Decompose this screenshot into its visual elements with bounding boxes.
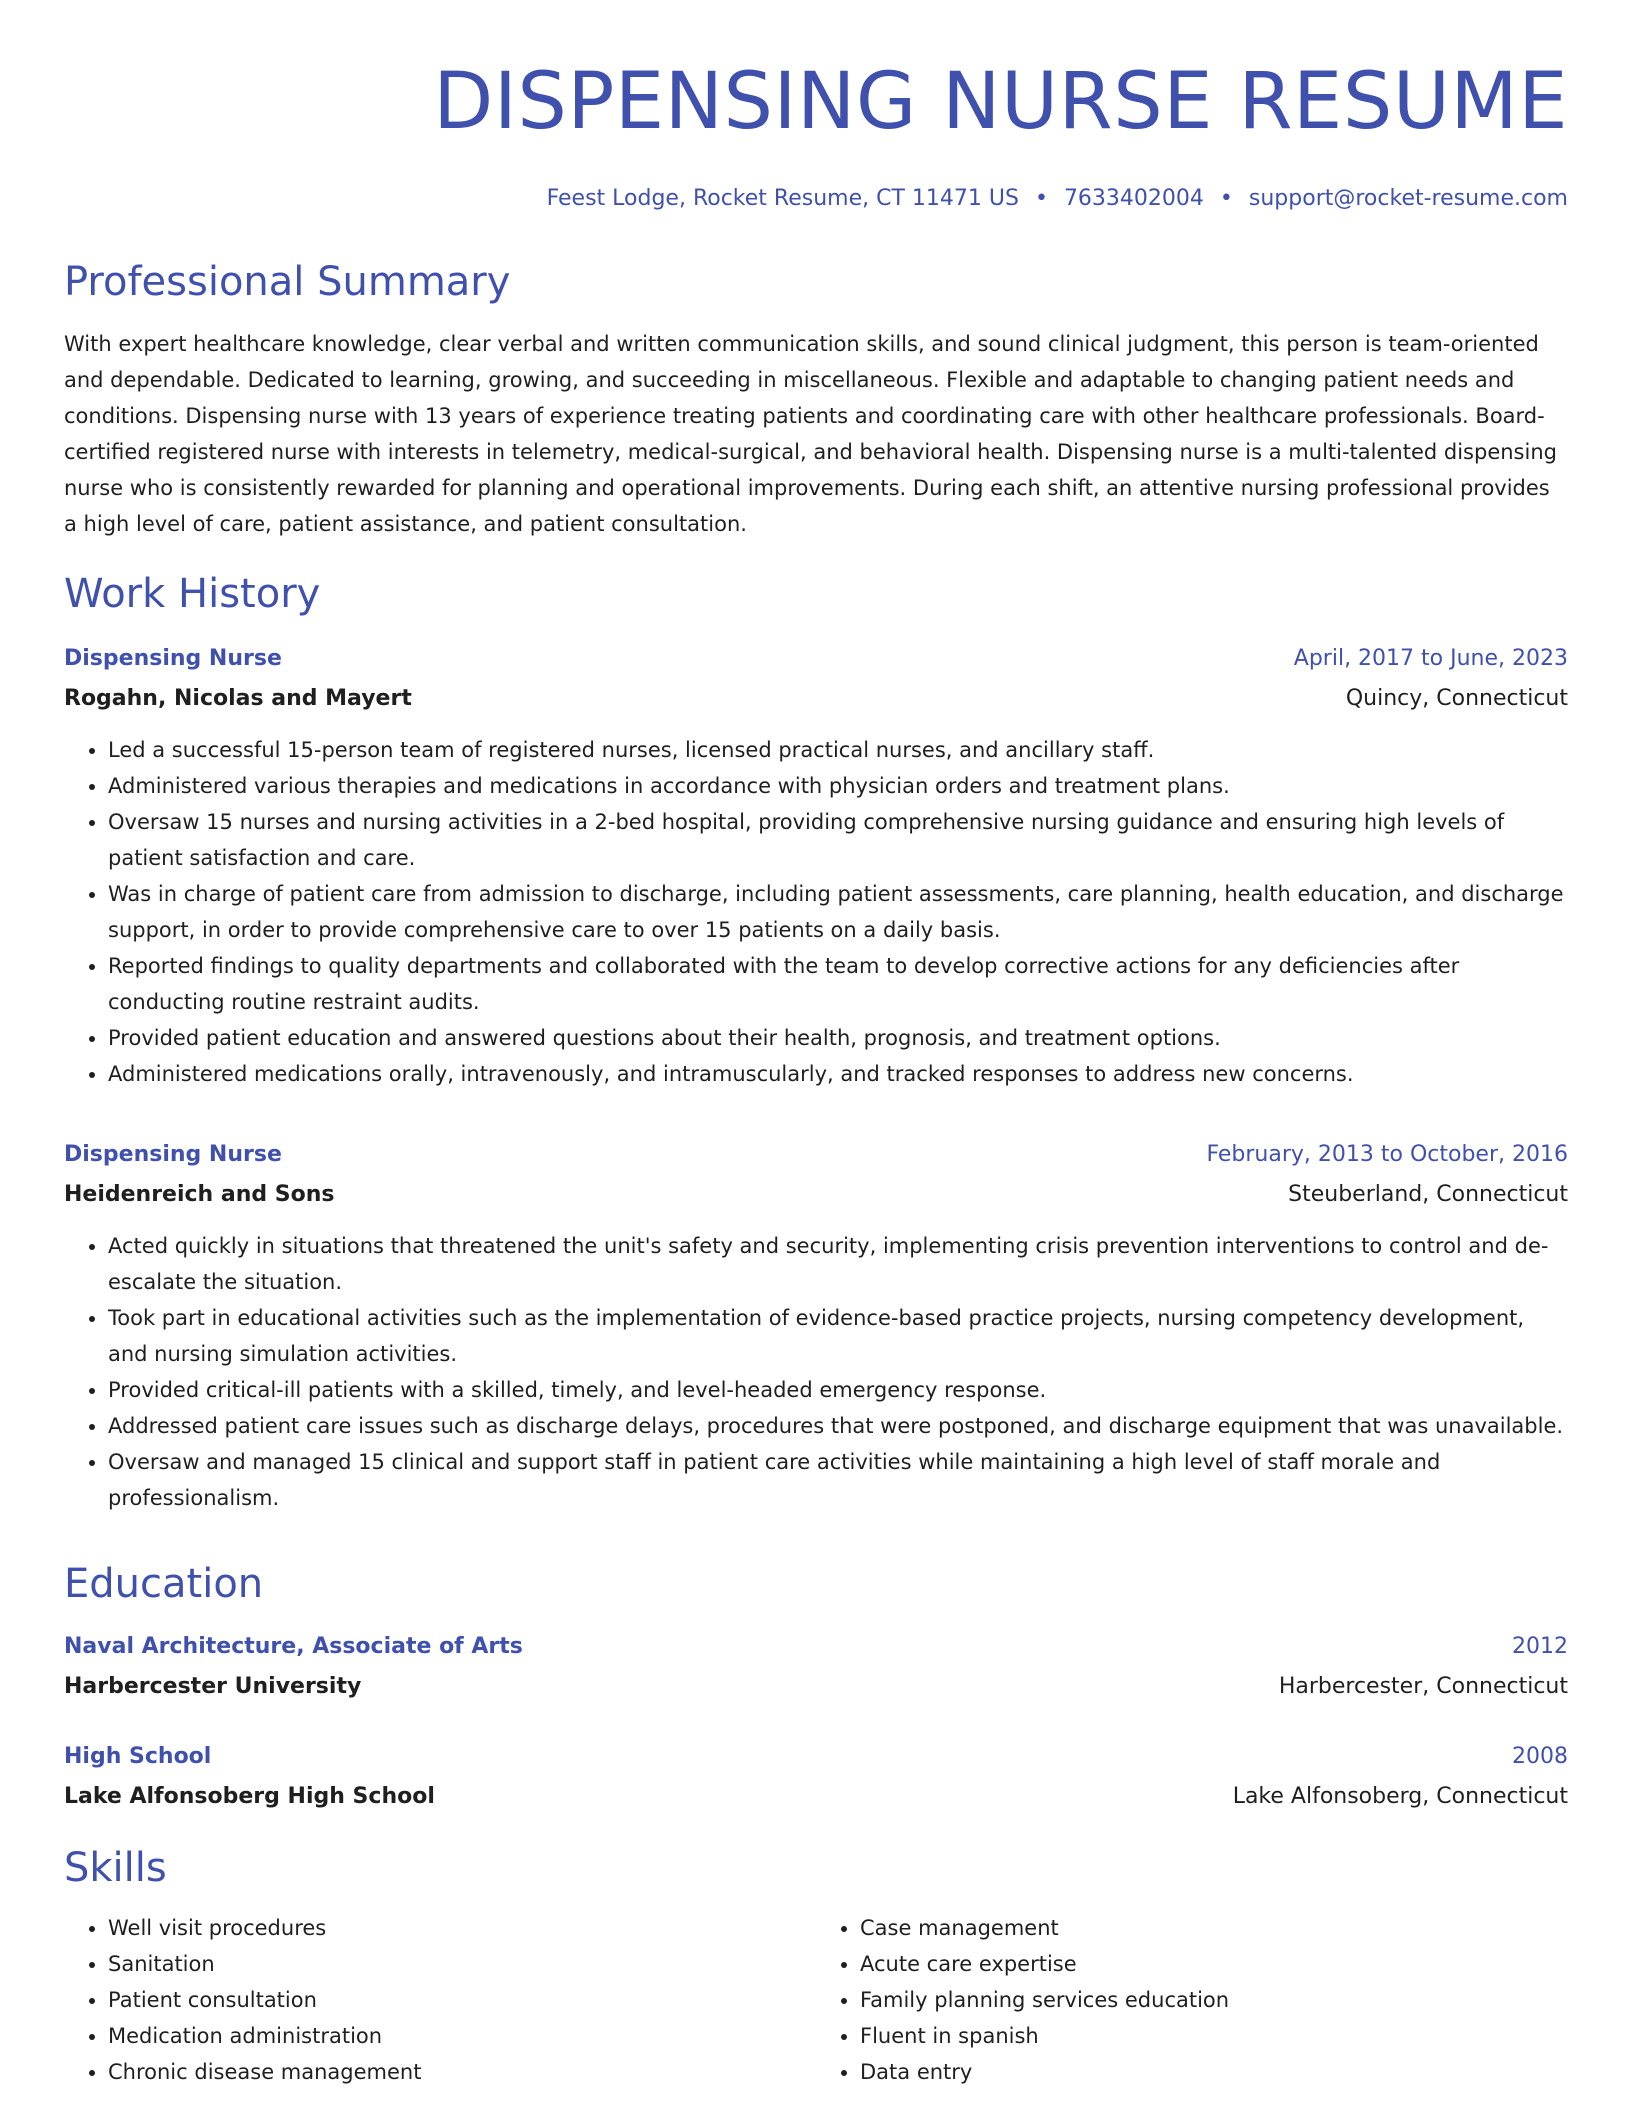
- education-degree: Naval Architecture, Associate of Arts: [64, 1634, 523, 1659]
- job-employer: Heidenreich and Sons: [64, 1182, 335, 1207]
- skill-item: • Case management: [860, 1910, 1568, 1946]
- education-school: Lake Alfonsoberg High School: [64, 1784, 435, 1809]
- job-title: Dispensing Nurse: [64, 1142, 282, 1167]
- contact-phone: 7633402004: [1063, 186, 1204, 211]
- skill-item: • Fluent in spanish: [860, 2018, 1568, 2054]
- contact-separator: •: [1034, 186, 1048, 211]
- education-school: Harbercester University: [64, 1674, 362, 1699]
- job-bullet: • Administered various therapies and medications in accordance with physician orders and treatment plans.: [108, 768, 1568, 804]
- job-bullet: • Was in charge of patient care from admission to discharge, including patient assessments, care planning, health education, and discharge support, in order to provide comprehensive care to over 15 patients on a daily basis.: [108, 876, 1568, 948]
- resume-title: DISPENSING NURSE RESUME: [433, 57, 1568, 147]
- summary-text: With expert healthcare knowledge, clear verbal and written communication skills, and sound clinical judgment, this person is team-oriented and dependable. Dedicated to learning, growing, and succeeding in miscellaneous. Flexible and adaptable to changing patient needs and conditions. Dispensing nurse with 13 years of experience treating patients and coordinating care with other healthcare professionals. Board-certified registered nurse with interests in telemetry, medical-surgical, and behavioral health. Dispensing nurse is a multi-talented dispensing nurse who is consistently rewarded for planning and operational improvements. During each shift, an attentive nursing professional provides a high level of care, patient assistance, and patient consultation.: [64, 332, 1557, 536]
- education-heading: Education: [64, 1561, 264, 1607]
- skill-item: • Data entry: [860, 2054, 1568, 2090]
- job-bullet: • Provided critical-ill patients with a skilled, timely, and level-headed emergency response.: [108, 1372, 1568, 1408]
- job-bullets: [64, 732, 1568, 1092]
- education-degree: High School: [64, 1744, 212, 1769]
- job-bullet: • Oversaw 15 nurses and nursing activities in a 2-bed hospital, providing comprehensive nursing guidance and ensuring high levels of patient satisfaction and care.: [108, 804, 1568, 876]
- skills-grid: [64, 1910, 1568, 2090]
- job-dates: April, 2017 to June, 2023: [1293, 646, 1568, 671]
- contact-line: [64, 184, 1568, 214]
- job-location: Quincy, Connecticut: [1345, 686, 1568, 711]
- job-entry: [64, 644, 1568, 1092]
- job-bullet: • Administered medications orally, intravenously, and intramuscularly, and tracked responses to address new concerns.: [108, 1056, 1568, 1092]
- contact-email: support@rocket-resume.com: [1248, 186, 1568, 211]
- job-bullet: • Provided patient education and answered questions about their health, prognosis, and treatment options.: [108, 1020, 1568, 1056]
- job-bullet: • Acted quickly in situations that threatened the unit's safety and security, implementing crisis prevention interventions to control and de-escalate the situation.: [108, 1228, 1568, 1300]
- skill-item: • Sanitation: [108, 1946, 816, 1982]
- skill-item: • Family planning services education: [860, 1982, 1568, 2018]
- contact-separator: •: [1219, 186, 1233, 211]
- job-employer: Rogahn, Nicolas and Mayert: [64, 686, 412, 711]
- skill-item: • Chronic disease management: [108, 2054, 816, 2090]
- education-entry: [64, 1742, 1568, 1812]
- skill-item: • Patient consultation: [108, 1982, 816, 2018]
- skill-item: • Acute care expertise: [860, 1946, 1568, 1982]
- skill-item: • Medication administration: [108, 2018, 816, 2054]
- summary-heading: Professional Summary: [64, 259, 511, 305]
- contact-address: Feest Lodge, Rocket Resume, CT 11471 US: [546, 186, 1019, 211]
- education-location: Lake Alfonsoberg, Connecticut: [1232, 1784, 1568, 1809]
- job-bullet: • Addressed patient care issues such as discharge delays, procedures that were postponed, and discharge equipment that was unavailable.: [108, 1408, 1568, 1444]
- job-bullet: • Reported findings to quality departments and collaborated with the team to develop corrective actions for any deficiencies after conducting routine restraint audits.: [108, 948, 1568, 1020]
- job-location: Steuberland, Connecticut: [1288, 1182, 1568, 1207]
- skill-item: • Well visit procedures: [108, 1910, 816, 1946]
- job-entry: [64, 1140, 1568, 1516]
- job-bullet: • Took part in educational activities such as the implementation of evidence-based practice projects, nursing competency development, and nursing simulation activities.: [108, 1300, 1568, 1372]
- skills-column-left: [64, 1910, 816, 2090]
- education-entry: [64, 1632, 1568, 1702]
- skills-column-right: [816, 1910, 1568, 2090]
- skills-heading: Skills: [64, 1845, 167, 1891]
- job-dates: February, 2013 to October, 2016: [1206, 1142, 1568, 1167]
- education-location: Harbercester, Connecticut: [1278, 1674, 1568, 1699]
- job-bullet: • Oversaw and managed 15 clinical and support staff in patient care activities while maintaining a high level of staff morale and professionalism.: [108, 1444, 1568, 1516]
- education-year: 2012: [1512, 1634, 1568, 1659]
- job-title: Dispensing Nurse: [64, 646, 282, 671]
- work-history-heading: Work History: [64, 571, 321, 617]
- education-year: 2008: [1512, 1744, 1568, 1769]
- job-bullet: • Led a successful 15-person team of registered nurses, licensed practical nurses, and ancillary staff.: [108, 732, 1568, 768]
- job-bullets: [64, 1228, 1568, 1516]
